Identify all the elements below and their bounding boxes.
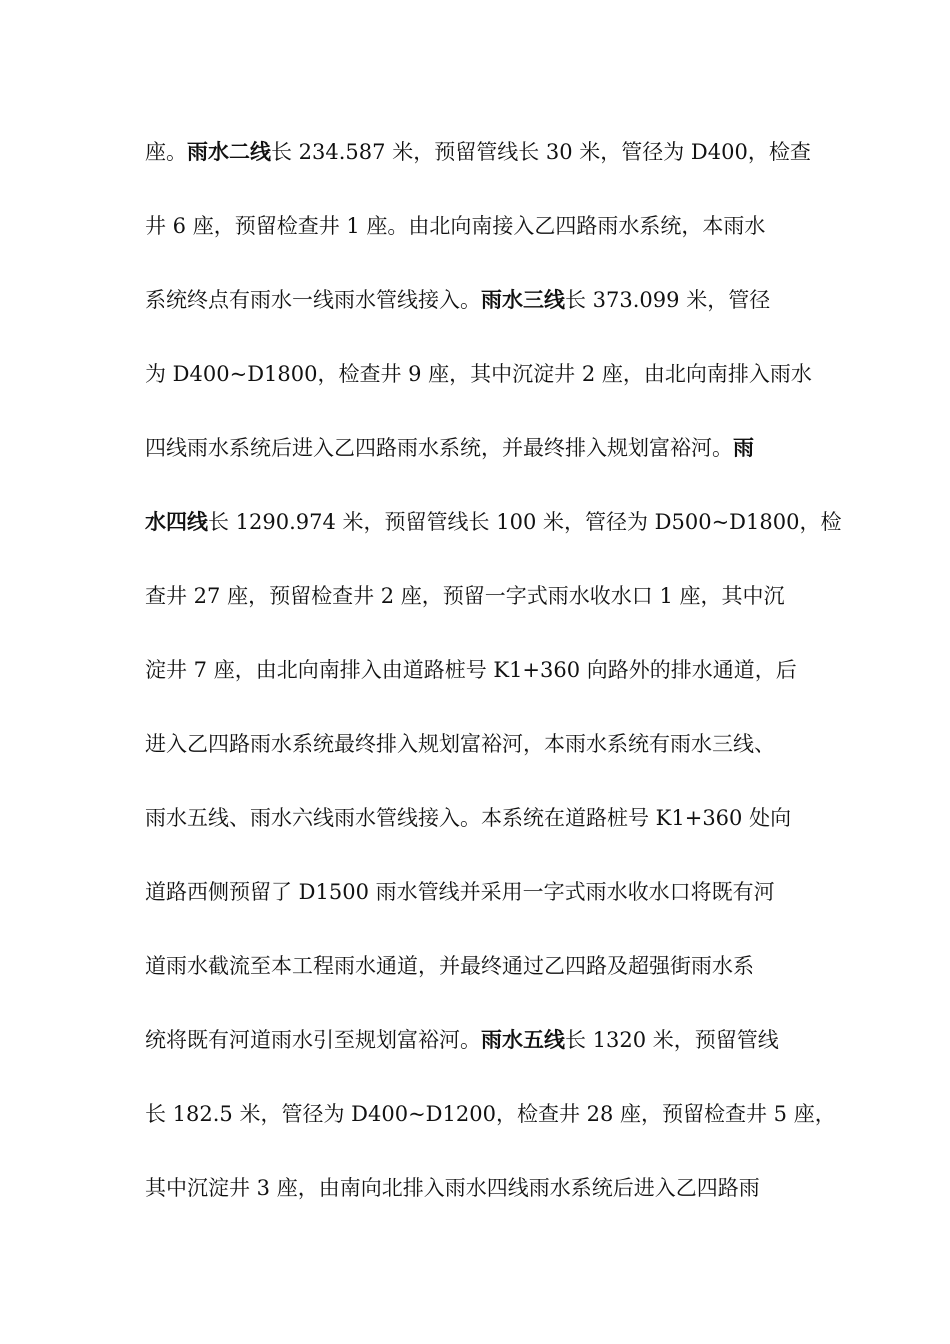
bold-heading-text: 水四线: [145, 510, 208, 534]
body-text: 长 1320 米，预留管线: [565, 1028, 779, 1052]
body-text: 系统终点有雨水一线雨水管线接入。: [145, 288, 481, 312]
bold-heading-text: 雨水二线: [187, 140, 271, 164]
body-text: 进入乙四路雨水系统最终排入规划富裕河，本雨水系统有雨水三线、: [145, 732, 775, 756]
body-text: 长 1290.974 米，预留管线长 100 米，管径为 D500~D1800，检: [208, 510, 842, 534]
text-line: [145, 1168, 760, 1208]
body-text: 井 6 座，预留检查井 1 座。由北向南接入乙四路雨水系统，本雨水: [145, 214, 766, 238]
body-text: 道路西侧预留了 D1500 雨水管线并采用一字式雨水收水口将既有河: [145, 880, 775, 904]
body-text: 长 182.5 米，管径为 D400~D1200，检查井 28 座，预留检查井 5 座，: [145, 1102, 836, 1126]
text-line: [145, 798, 791, 838]
text-line: [145, 428, 754, 468]
body-text: 道雨水截流至本工程雨水通道，并最终通过乙四路及超强街雨水系: [145, 954, 754, 978]
text-line: [145, 946, 754, 986]
body-text: 雨水五线、雨水六线雨水管线接入。本系统在道路桩号 K1+360 处向: [145, 806, 792, 830]
body-text: 座。: [145, 140, 187, 164]
text-line: [145, 132, 811, 172]
body-text: 其中沉淀井 3 座，由南向北排入雨水四线雨水系统后进入乙四路雨: [145, 1176, 760, 1200]
text-line: [145, 650, 797, 690]
text-line: [145, 1094, 836, 1134]
bold-heading-text: 雨水三线: [481, 288, 565, 312]
body-text: 长 234.587 米，预留管线长 30 米，管径为 D400，检查: [271, 140, 811, 164]
body-text: 淀井 7 座，由北向南排入由道路桩号 K1+360 向路外的排水通道，后: [145, 658, 797, 682]
text-line: [145, 206, 765, 246]
text-line: [145, 354, 812, 394]
text-line: [145, 872, 775, 912]
text-line: [145, 1020, 779, 1060]
text-line: [145, 724, 775, 764]
text-line: [145, 502, 841, 542]
body-text: 查井 27 座，预留检查井 2 座，预留一字式雨水收水口 1 座，其中沉: [145, 584, 785, 608]
bold-heading-text: 雨水五线: [481, 1028, 565, 1052]
body-text: 统将既有河道雨水引至规划富裕河。: [145, 1028, 481, 1052]
body-text: 长 373.099 米，管径: [565, 288, 771, 312]
bold-heading-text: 雨: [733, 436, 754, 460]
text-line: [145, 576, 785, 616]
text-line: [145, 280, 770, 320]
body-text: 为 D400~D1800，检查井 9 座，其中沉淀井 2 座，由北向南排入雨水: [145, 362, 812, 386]
body-text: 四线雨水系统后进入乙四路雨水系统，并最终排入规划富裕河。: [145, 436, 733, 460]
